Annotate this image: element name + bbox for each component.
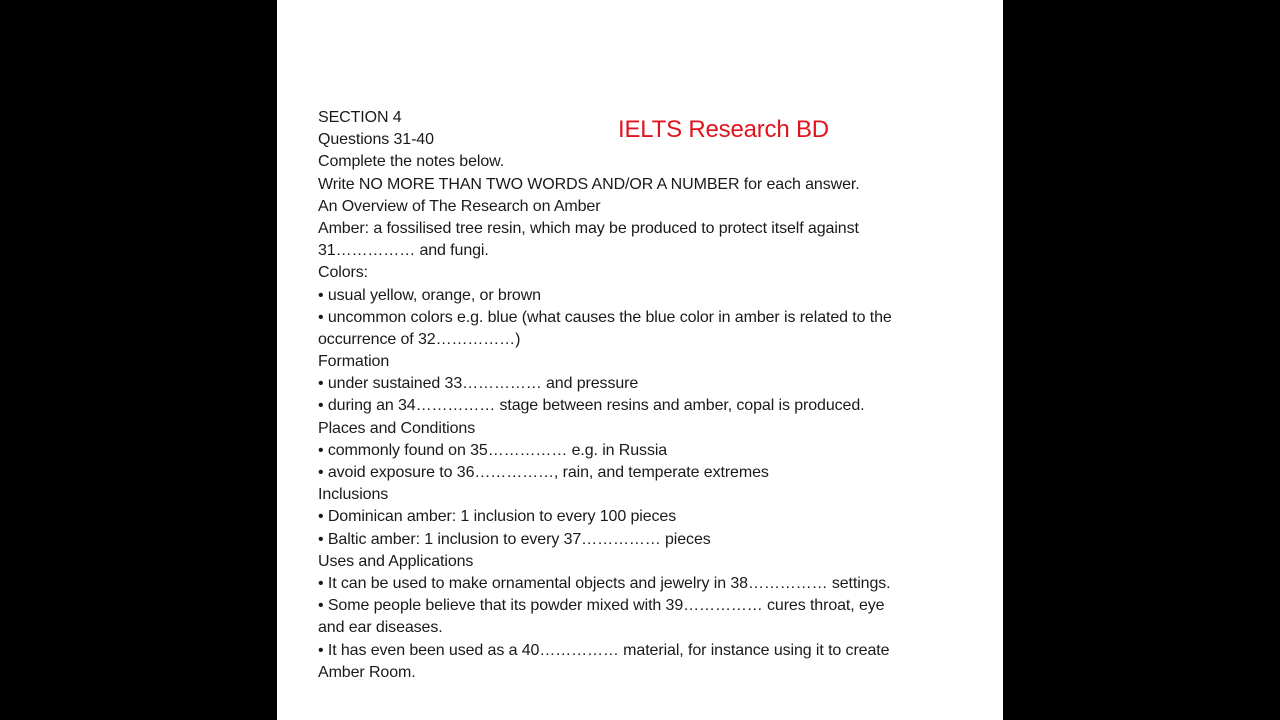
brand-watermark: IELTS Research BD	[618, 116, 829, 143]
bullet-line: • uncommon colors e.g. blue (what causes the blue color in amber is related to the	[318, 308, 892, 326]
subheading: Colors:	[318, 264, 368, 282]
bullet-line: • It can be used to make ornamental objects and jewelry in 38…………… settings.	[318, 574, 891, 592]
subheading: Inclusions	[318, 486, 389, 504]
bullet-line: • commonly found on 35…………… e.g. in Russia	[318, 441, 668, 459]
subheading: Places and Conditions	[318, 419, 476, 437]
note-line: Amber Room.	[318, 663, 416, 681]
notes-title: An Overview of The Research on Amber	[318, 197, 601, 215]
questions-range: Questions 31-40	[318, 131, 434, 149]
note-line: Amber: a fossilised tree resin, which may be produced to protect itself against	[318, 219, 859, 237]
instruction-line: Write NO MORE THAN TWO WORDS AND/OR A NUMBER for each answer.	[318, 175, 860, 193]
bullet-line: • usual yellow, orange, or brown	[318, 286, 541, 304]
document-page	[277, 0, 1003, 720]
subheading: Uses and Applications	[318, 552, 474, 570]
bullet-line: • Baltic amber: 1 inclusion to every 37…………… pieces	[318, 530, 711, 548]
notes-text	[318, 107, 978, 684]
bullet-line: • avoid exposure to 36……………, rain, and temperate extremes	[318, 464, 769, 481]
note-line: occurrence of 32……………)	[318, 330, 521, 348]
note-line: and ear diseases.	[318, 619, 443, 637]
instruction-line: Complete the notes below.	[318, 153, 505, 171]
bullet-line: • It has even been used as a 40…………… material, for instance using it to create	[318, 641, 890, 659]
subheading: Formation	[318, 353, 390, 371]
bullet-line: • Some people believe that its powder mixed with 39…………… cures throat, eye	[318, 597, 885, 615]
bullet-line: • during an 34…………… stage between resins and amber, copal is produced.	[318, 397, 865, 415]
bullet-line: • under sustained 33…………… and pressure	[318, 375, 639, 393]
note-line: 31…………… and fungi.	[318, 242, 489, 260]
section-heading: SECTION 4	[318, 109, 402, 126]
bullet-line: • Dominican amber: 1 inclusion to every 100 pieces	[318, 508, 677, 526]
